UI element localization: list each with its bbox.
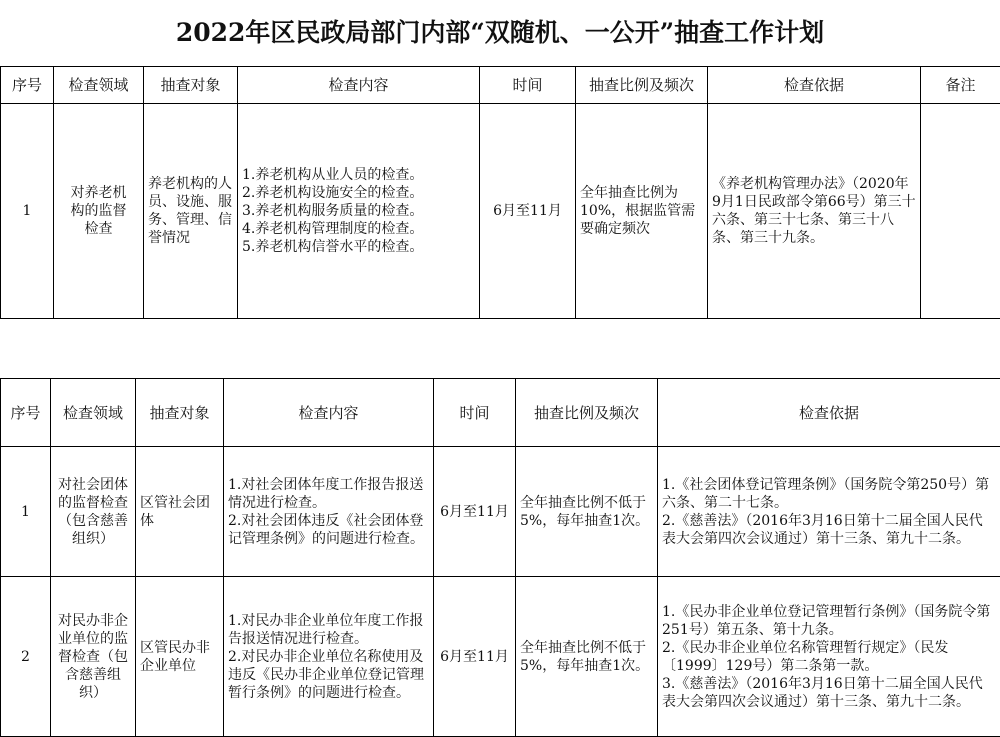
header-target: 抽查对象: [136, 379, 224, 447]
basis-line: 3.《慈善法》（2016年3月16日第十二届全国人民代表大会第四次会议通过）第十三条、第九十二条。: [662, 675, 996, 711]
header-time: 时间: [480, 67, 576, 104]
header-time: 时间: [434, 379, 516, 447]
header-no: 序号: [1, 379, 51, 447]
cell-time: 6月至11月: [434, 447, 516, 577]
header-field: 检查领域: [54, 67, 144, 104]
content-line: 1.对民办非企业单位年度工作报告报送情况进行检查。: [228, 612, 429, 648]
header-note: 备注: [921, 67, 1000, 104]
cell-no: 1: [1, 104, 54, 319]
table-gap: [0, 319, 1000, 378]
plan-table-2: [0, 378, 1000, 737]
content-line: 1.对社会团体年度工作报告报送情况进行检查。: [228, 476, 429, 512]
basis-line: 1.《社会团体登记管理条例》（国务院令第250号）第六条、第二十七条。: [662, 476, 996, 512]
cell-no: 2: [1, 577, 51, 737]
cell-ratio: 全年抽查比例不低于5%，每年抽查1次。: [516, 577, 658, 737]
content-line: 3.养老机构服务质量的检查。: [242, 202, 475, 220]
basis-line: 1.《民办非企业单位登记管理暂行条例》（国务院令第251号）第五条、第十九条。: [662, 603, 996, 639]
cell-ratio: 全年抽查比例为10%，根据监管需要确定频次: [576, 104, 708, 319]
cell-field: 对民办非企业单位的监督检查（包含慈善组织）: [51, 577, 136, 737]
cell-basis: [658, 577, 1000, 737]
content-line: 4.养老机构管理制度的检查。: [242, 220, 475, 238]
cell-content: [224, 447, 434, 577]
basis-line: 2.《民办非企业单位名称管理暂行规定》（民发〔1999〕129号）第二条第一款。: [662, 639, 996, 675]
cell-ratio: 全年抽查比例不低于5%，每年抽查1次。: [516, 447, 658, 577]
header-ratio: 抽查比例及频次: [516, 379, 658, 447]
header-basis: 检查依据: [658, 379, 1000, 447]
header-basis: 检查依据: [708, 67, 921, 104]
cell-content: [224, 577, 434, 737]
content-line: 2.对民办非企业单位名称使用及违反《民办非企业单位登记管理暂行条例》的问题进行检查。: [228, 648, 429, 702]
cell-target: 区管社会团体: [136, 447, 224, 577]
header-ratio: 抽查比例及频次: [576, 67, 708, 104]
plan-table-1: [0, 66, 1000, 319]
table-header-row: [1, 67, 1000, 104]
cell-target: 区管民办非企业单位: [136, 577, 224, 737]
cell-basis: 《养老机构管理办法》（2020年9月1日民政部令第66号）第三十六条、第三十七条、第三十八条、第三十九条。: [708, 104, 921, 319]
page-title: 2022年区民政局部门内部“双随机、一公开”抽查工作计划: [0, 0, 1000, 66]
cell-field: 对养老机构的监督检查: [54, 104, 144, 319]
header-content: 检查内容: [238, 67, 480, 104]
header-no: 序号: [1, 67, 54, 104]
cell-no: 1: [1, 447, 51, 577]
header-target: 抽查对象: [144, 67, 238, 104]
content-line: 2.对社会团体违反《社会团体登记管理条例》的问题进行检查。: [228, 512, 429, 548]
header-content: 检查内容: [224, 379, 434, 447]
content-line: 5.养老机构信誉水平的检查。: [242, 238, 475, 256]
table-row: [1, 447, 1000, 577]
table-row: [1, 104, 1000, 319]
cell-content: [238, 104, 480, 319]
content-line: 1.养老机构从业人员的检查。: [242, 166, 475, 184]
cell-field: 对社会团体的监督检查（包含慈善组织）: [51, 447, 136, 577]
table-row: [1, 577, 1000, 737]
cell-time: 6月至11月: [434, 577, 516, 737]
cell-time: 6月至11月: [480, 104, 576, 319]
cell-target: 养老机构的人员、设施、服务、管理、信誉情况: [144, 104, 238, 319]
basis-line: 2.《慈善法》（2016年3月16日第十二届全国人民代表大会第四次会议通过）第十三条、第九十二条。: [662, 512, 996, 548]
table-header-row: [1, 379, 1000, 447]
content-line: 2.养老机构设施安全的检查。: [242, 184, 475, 202]
cell-note: [921, 104, 1000, 319]
cell-basis: [658, 447, 1000, 577]
header-field: 检查领域: [51, 379, 136, 447]
